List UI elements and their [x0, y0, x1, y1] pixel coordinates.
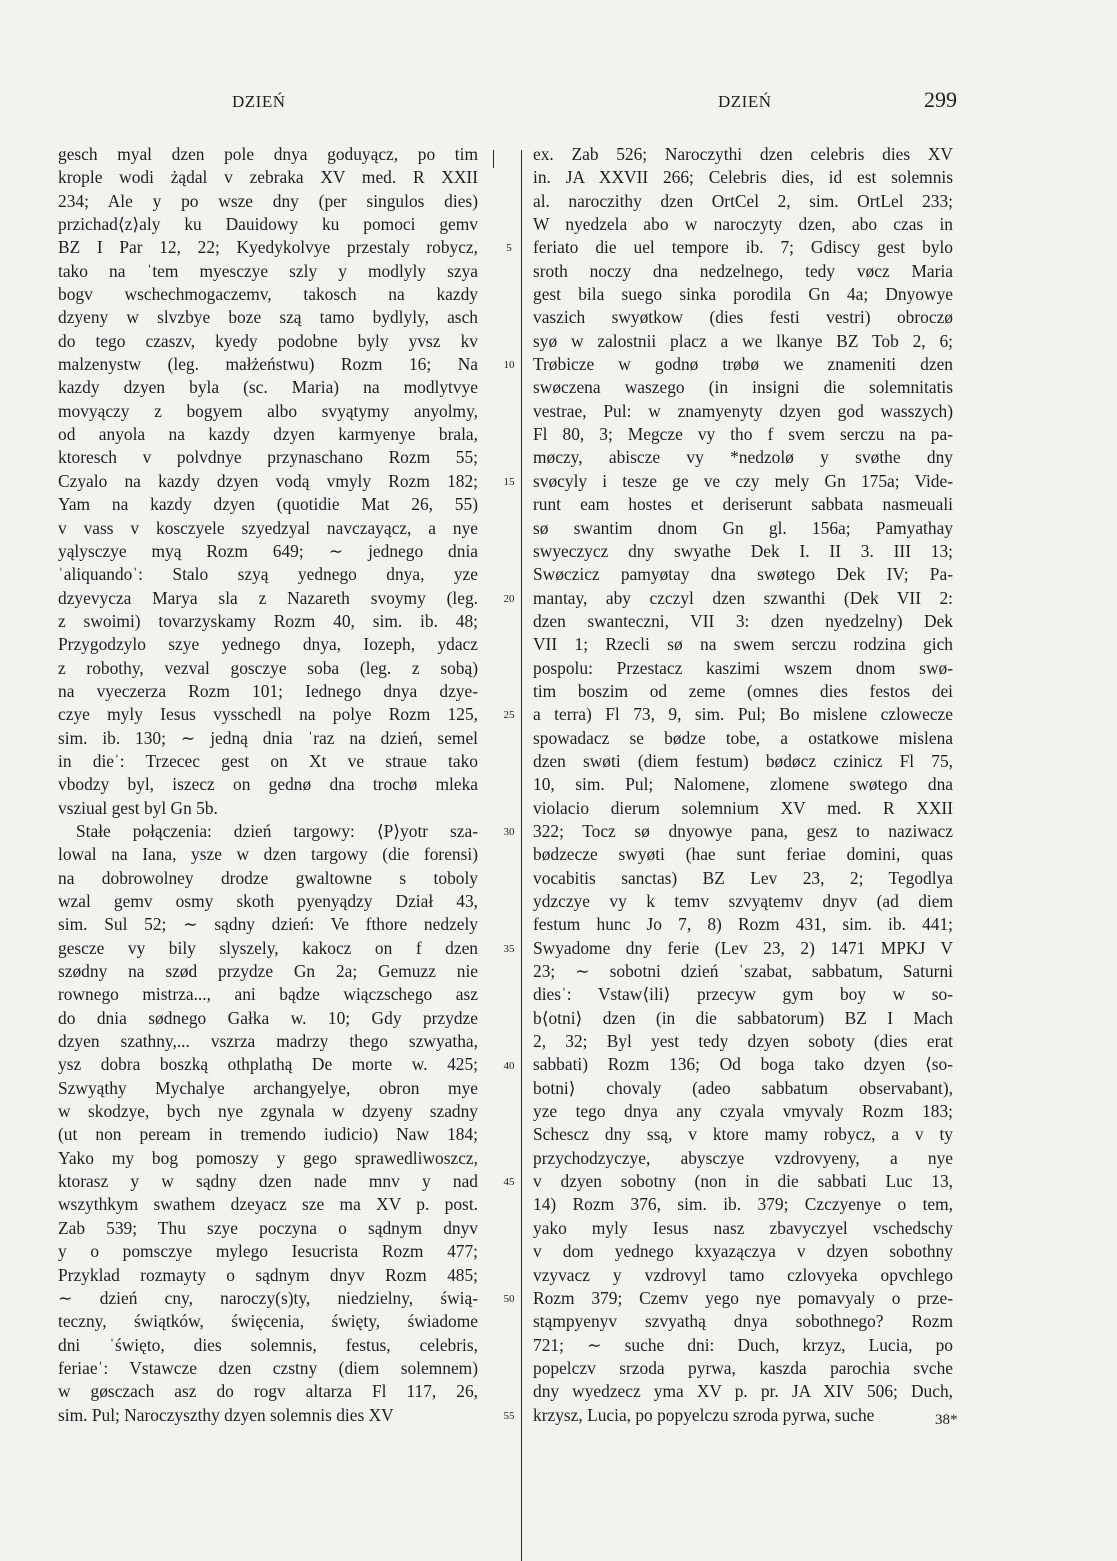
- text-line: vsziual gest byl Gn 5b.: [58, 797, 218, 818]
- text-line: spowadacz se bødze tobe, a ostatkowe mislena: [533, 727, 953, 748]
- text-line: 234; Ale y po wsze dny (per singulos dies): [58, 190, 478, 211]
- text-line: krzysz, Lucia, po popyelczu szroda pyrwa, suche: [533, 1404, 875, 1425]
- text-line: Przyklad rozmayty o sądnym dnyv Rozm 485;: [58, 1264, 478, 1285]
- text-line: Stałe połączenia: dzień targowy: ⟨P⟩yotr sza-: [76, 820, 478, 841]
- text-line: BZ I Par 12, 22; Kyedykolvye przestaly robycz,: [58, 237, 478, 258]
- text-line: sabbati) Rozm 136; Od boga tako dzyen ⟨so-: [533, 1054, 953, 1075]
- text-line: (ut non peream in tremendo iudicio) Naw 184;: [58, 1124, 478, 1145]
- text-line: a terra) Fl 73, 9, sim. Pul; Bo mislene czlowecze: [533, 704, 953, 725]
- text-line: kazdy dzyen byla (sc. Maria) na modlytvye: [58, 377, 478, 398]
- text-line: syø w zalostnii placz a we lkanye BZ Tob 2, 6;: [533, 330, 953, 351]
- text-line: v vass v kosczyele szyedzyal navczayącz, a nye: [58, 517, 478, 538]
- text-line: yako myly Iesus nasz zbavyczyel vschedschy: [533, 1217, 953, 1238]
- text-line: w gøsczach asz do rogv altarza Fl 117, 26,: [58, 1381, 478, 1402]
- text-line: Fl 80, 3; Megcze vy tho f svem serczu na pa-: [533, 424, 953, 445]
- line-number: 35: [503, 942, 515, 955]
- text-line: Rozm 379; Czemv yego nye pomavyaly o prze-: [533, 1287, 953, 1308]
- text-line: bødzecze swyøti (hae sunt feriae domini, quas: [533, 844, 953, 865]
- text-line: wzal gemv osmy skoth pyenyądzy Dział 43,: [58, 891, 478, 911]
- text-line: Zab 539; Thu szye poczyna o sądnym dnyv: [58, 1217, 478, 1238]
- line-number: 45: [503, 1176, 515, 1189]
- text-line: do tego czaszv, kyedy podobne byly yvsz kv: [58, 330, 478, 351]
- text-line: Schescz dny ssą, v ktore mamy robycz, a v ty: [533, 1124, 953, 1145]
- page-header: [0, 87, 1117, 122]
- text-line: violacio dierum solemnium XV med. R XXII: [533, 797, 953, 818]
- text-line: Czyalo na kazdy dzyen vodą vmyly Rozm 182;: [58, 470, 478, 491]
- text-line: popelczv srzoda pyrwa, kaszda parochia svche: [533, 1357, 953, 1378]
- text-line: dzen swanteczni, VII 3: dzen nyedzelny) Dek: [533, 610, 953, 631]
- text-line: ysz dobra boszką othplathą De morte w. 425;: [58, 1054, 478, 1075]
- text-line: z robothy, vezval gosczye soba (leg. z sobą): [58, 657, 478, 678]
- text-line: na dobrowolney drodze gwaltowne s toboly: [58, 867, 478, 888]
- text-line: Yam na kazdy dzyen (quotidie Mat 26, 55): [58, 494, 478, 515]
- text-line: sim. Pul; Naroczyszthy dzyen solemnis dies XV: [58, 1404, 394, 1425]
- text-line: pospolu: Przestacz kaszimi wszem dnom swø-: [533, 657, 953, 678]
- text-line: sroth noczy dna nedzelnego, tedy vøcz Maria: [533, 260, 953, 281]
- text-line: sim. Sul 52; ∼ sądny dzień: Ve fthore nedzely: [58, 914, 478, 935]
- text-line: dzen swøti (diem festum) bødøcz czinicz Fl 75,: [533, 750, 953, 771]
- text-line: dzyeny w slvzbye boze szą tamo bydlyly, asch: [58, 307, 478, 328]
- text-line: vocabitis sanctas) BZ Lev 23, 2; Tegodlya: [533, 867, 953, 888]
- text-line: y o pomsczye mylego Iesucrista Rozm 477;: [58, 1241, 478, 1262]
- text-line: ydzczye vy k temv szvyątemv dnyv (ad diem: [533, 891, 953, 911]
- text-line: do dnia sødnego Gałka w. 10; Gdy przydze: [58, 1007, 478, 1028]
- text-line: ktorasz y w sądny dzen nade mnv y nad: [58, 1171, 478, 1192]
- text-line: Swøczicz pamyøtay dna swøtego Dek IV; Pa-: [533, 564, 953, 585]
- column-rule-left: [493, 150, 494, 168]
- signature-mark: 38*: [935, 1412, 958, 1428]
- text-line: Trøbicze w godnø trøbø we znameniti dzen: [533, 354, 953, 375]
- line-number: 40: [503, 1059, 515, 1072]
- text-line: w skodzye, bych nye zgynala w dzyeny szadny: [58, 1101, 478, 1122]
- text-line: ktoresch v polvdnye przynaschano Rozm 55;: [58, 447, 478, 468]
- text-line: svøcyly i tesze ge ve czy mely Gn 175a; Vide-: [533, 470, 953, 491]
- line-number: 10: [503, 359, 515, 372]
- text-line: gescze vy bily slyszely, kakocz on f dzen: [58, 937, 478, 958]
- text-line: vbodzy byl, iszecz on gednø dna trochø mleka: [58, 774, 478, 795]
- text-line: tim boszim od zeme (omnes dies festos dei: [533, 680, 953, 701]
- text-line: stąmpyenyv szvyathą dnya sobothnego? Rozm: [533, 1311, 953, 1332]
- text-line: na vyeczerza Rozm 101; Iednego dnya dzye-: [58, 680, 478, 701]
- text-line: malzenystw (leg. małżeństwu) Rozm 16; Na: [58, 354, 478, 375]
- text-line: al. naroczithy dzen OrtCel 2, sim. OrtLel 233;: [533, 190, 953, 211]
- line-number: 30: [503, 826, 515, 839]
- text-line: krople wodi żądal v zebraka XV med. R XXII: [58, 167, 478, 188]
- page-number: 299: [924, 87, 957, 112]
- text-line: od anyola na kazdy dzyen karmyenye brala,: [58, 424, 478, 445]
- text-line: Yako my bog pomoszy y gego sprawedliwoszcz,: [58, 1147, 478, 1168]
- line-number: 25: [503, 709, 515, 722]
- text-line: diesˈ: Vstaw⟨ili⟩ przecyw gym boy w so-: [533, 984, 953, 1005]
- text-line: lowal na Iana, ysze w dzen targowy (die forensi): [58, 844, 478, 865]
- text-line: vzyvacz y vzdrovyl tamo czlovyeka opvchlego: [533, 1264, 953, 1285]
- left-column: [58, 143, 478, 1427]
- text-line: sø swantim dnom Gn gl. 156a; Pamyathay: [533, 517, 953, 538]
- text-line: bogv wschechmogaczemv, takosch na kazdy: [58, 284, 478, 305]
- text-line: feriaeˈ: Vstawcze dzen czstny (diem solemnem): [58, 1357, 478, 1378]
- text-line: 322; Tocz sø dnyowye pana, gesz to naziwacz: [533, 820, 953, 841]
- text-line: ˈaliquandoˈ: Stalo szyą yednego dnya, yze: [58, 564, 478, 585]
- text-line: czye myly Iesus vysschedl na polye Rozm 125,: [58, 704, 478, 725]
- line-number: 50: [503, 1293, 515, 1306]
- text-line: VII 1; Rzecli sø na swem serczu rodzina gich: [533, 634, 953, 655]
- text-line: Przygodzylo szye yednego dnya, Iozeph, ydacz: [58, 634, 478, 655]
- text-line: W nyedzela abo w naroczyty dzen, abo czas in: [533, 214, 953, 235]
- text-line: 2, 32; Byl yest tedy dzyen soboty (dies erat: [533, 1031, 953, 1052]
- text-line: tako na ˈtem myesczye szly y modlyly szya: [58, 260, 478, 281]
- text-line: runt eam hostes et deriserunt sabbata nasmeuali: [533, 494, 953, 515]
- text-line: wszythkym swathem dzeyacz sze ma XV p. post.: [58, 1194, 478, 1215]
- text-line: vaszich swyøtkow (dies festi vestri) obroczø: [533, 307, 953, 328]
- text-line: dny wyedzecz yma XV p. pr. JA XIV 506; Duch,: [533, 1381, 953, 1402]
- text-line: swøczena waszego (in insigni die solemnitatis: [533, 377, 953, 398]
- text-line: 10, sim. Pul; Nalomene, zlomene swøtego dna: [533, 774, 953, 795]
- text-line: ex. Zab 526; Naroczythi dzen celebris dies XV: [533, 144, 953, 164]
- text-line: z swoimi) tovarzyskamy Rozm 40, sim. ib. 48;: [58, 610, 478, 631]
- text-line: botni⟩ chovaly (adeo sabbatum observabant),: [533, 1077, 953, 1098]
- text-line: Szwyąthy Mychalye archangyelye, obron mye: [58, 1077, 478, 1098]
- right-running-head: DZIEŃ: [718, 92, 772, 111]
- text-line: festum hunc Jo 7, 8) Rozm 431, sim. ib. 441;: [533, 914, 953, 935]
- text-line: 721; ∼ suche dni: Duch, krzyz, Lucia, po: [533, 1334, 953, 1355]
- text-line: møczy, abiscze vy *nedzolø y svøthe dny: [533, 447, 953, 468]
- text-line: sim. ib. 130; ∼ jedną dnia ˈraz na dzień, semel: [58, 727, 478, 748]
- text-line: swyeczycz dny swyathe Dek I. II 3. III 13;: [533, 540, 953, 561]
- text-line: rownego mistrza..., ani bądze wiączschego asz: [58, 984, 478, 1005]
- line-number: 15: [503, 475, 515, 488]
- text-line: gest bila suego sinka porodila Gn 4a; Dnyowye: [533, 284, 953, 305]
- line-number: 20: [503, 592, 515, 605]
- text-line: szødny na szød przydze Gn 2a; Gemuzz nie: [58, 961, 478, 982]
- text-line: gesch myal dzen pole dnya goduyącz, po tim: [58, 144, 478, 164]
- text-line: in. JA XXVII 266; Celebris dies, id est solemnis: [533, 167, 953, 188]
- line-number: 55: [503, 1409, 515, 1422]
- text-line: movyączy z bogyem albo svyątymy anyolmy,: [58, 400, 478, 421]
- text-line: yze tego dnya any czyala vmyvaly Rozm 183;: [533, 1101, 953, 1122]
- text-line: ∼ dzień cny, naroczy(s)ty, niedzielny, świą-: [58, 1287, 478, 1308]
- text-line: Swyadome dny ferie (Lev 23, 2) 1471 MPKJ V: [533, 937, 953, 958]
- text-line: feriato die uel tempore ib. 7; Gdiscy gest bylo: [533, 237, 953, 258]
- text-line: b⟨otni⟩ dzen (in die sabbatorum) BZ I Mach: [533, 1007, 953, 1028]
- text-line: dzyevycza Marya sla z Nazareth svoymy (leg.: [58, 587, 478, 608]
- text-line: teczny, świątków, święcenia, święty, świadome: [58, 1311, 478, 1332]
- text-line: vestrae, Pul: w znamyenyty dzyen god wasszych): [533, 400, 953, 421]
- right-column: [533, 143, 953, 1427]
- text-line: v dzyen sobotny (non in die sabbati Luc 13,: [533, 1171, 953, 1192]
- text-line: 23; ∼ sobotni dzień ˈszabat, sabbatum, Saturni: [533, 961, 953, 982]
- text-line: dni ˈświęto, dies solemnis, festus, celebris,: [58, 1334, 478, 1355]
- text-line: przychodzyczye, abysczye vzdrovyeny, a nye: [533, 1147, 953, 1168]
- text-line: yąlysczye myą Rozm 649; ∼ jednego dnia: [58, 540, 478, 561]
- left-running-head: DZIEŃ: [232, 92, 286, 111]
- line-number: 5: [506, 242, 512, 255]
- text-line: przichad⟨z⟩aly ku Dauidowy ku pomoci gemv: [58, 214, 478, 235]
- text-line: v dom yednego kxyazączya v dzyen sobothny: [533, 1241, 953, 1262]
- text-line: 14) Rozm 376, sim. ib. 379; Czczyenye o tem,: [533, 1194, 953, 1215]
- text-line: in dieˈ: Trzecec gest on Xt ve straue tako: [58, 750, 478, 771]
- column-rule-right: [521, 150, 522, 1561]
- text-line: mantay, aby czczyl dzen szwanthi (Dek VII 2:: [533, 587, 953, 608]
- text-line: dzyen szathny,... vszrza madrzy thego szwyatha,: [58, 1031, 478, 1052]
